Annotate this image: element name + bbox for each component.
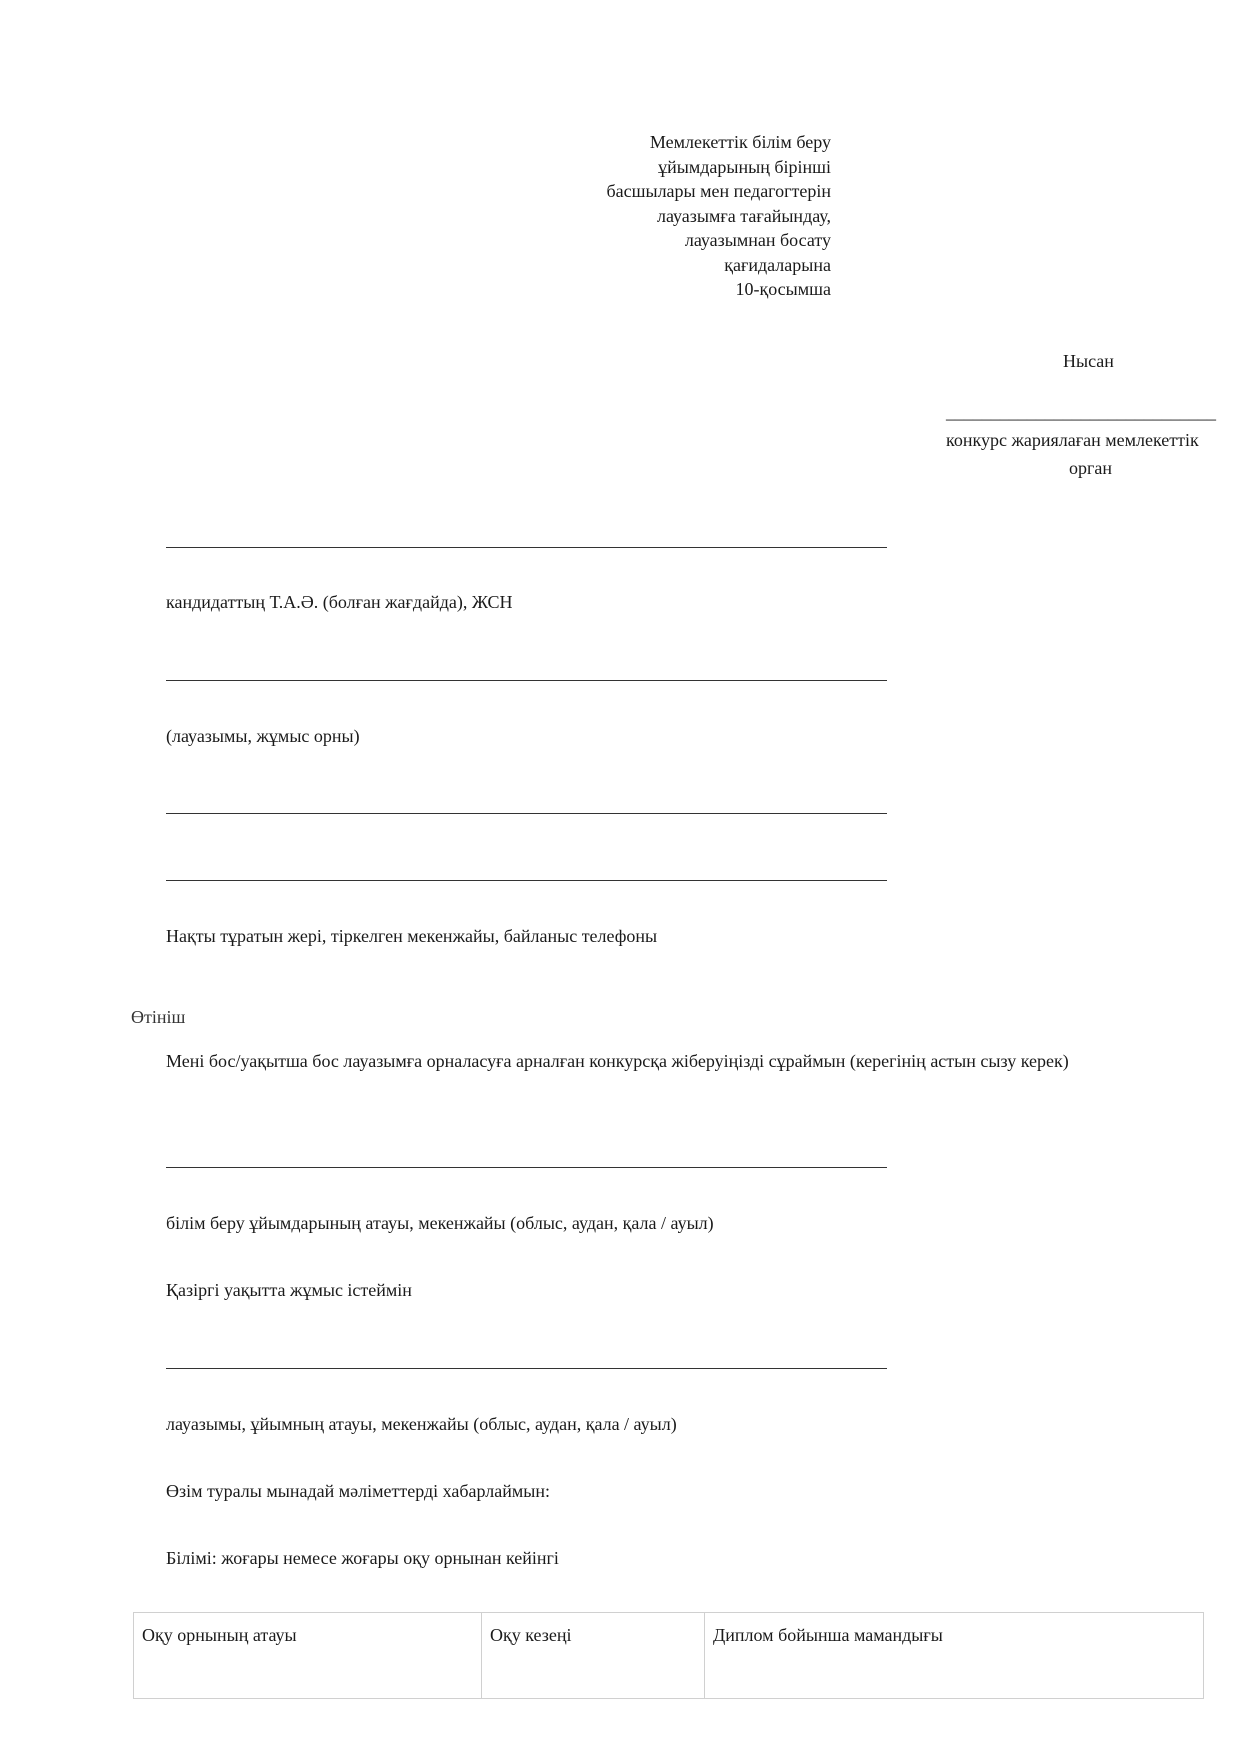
currently-working-label: Қазіргі уақытта жұмыс істеймін xyxy=(166,1280,412,1300)
appendix-line: 10-қосымша xyxy=(735,279,831,299)
current-job-line[interactable] xyxy=(166,1368,887,1369)
candidate-name-line[interactable] xyxy=(166,547,887,548)
position-line[interactable] xyxy=(166,680,887,681)
address-line-2[interactable] xyxy=(166,880,887,881)
education-table xyxy=(133,1612,1204,1699)
recipient-line: ______________________________ xyxy=(946,402,1216,422)
recipient-block xyxy=(946,398,1216,478)
appendix-line: ұйымдарының бірінші xyxy=(658,156,831,177)
appendix-line: лауазымнан босату xyxy=(684,230,831,250)
address-caption: Нақты тұратын жері, тіркелген мекенжайы, байланыс телефоны xyxy=(166,926,658,946)
organisation-caption: білім беру ұйымдарының атауы, мекенжайы (облыс, аудан, қала / ауыл) xyxy=(166,1213,714,1233)
current-job-caption: лауазымы, ұйымның атауы, мекенжайы (облыс, аудан, қала / ауыл) xyxy=(166,1414,677,1434)
appendix-line: лауазымға тағайындау, xyxy=(656,205,831,226)
position-caption: (лауазымы, жұмыс орны) xyxy=(166,726,360,746)
appendix-line: Мемлекеттік білім беру xyxy=(649,132,831,152)
appendix-line: қағидаларына xyxy=(724,254,831,275)
appendix-line: басшылары мен педагогтерін xyxy=(606,181,831,201)
organisation-line[interactable] xyxy=(166,1167,887,1168)
about-me-label: Өзім туралы мынадай мәліметтерді хабарлаймын: xyxy=(166,1481,551,1501)
candidate-caption: кандидаттың Т.А.Ә. (болған жағдайда), ЖСН xyxy=(166,592,513,612)
recipient-caption: конкурс жариялаған мемлекеттік xyxy=(946,430,1199,450)
form-label: Нысан xyxy=(1063,351,1114,371)
education-label: Білімі: жоғары немесе жоғары оқу орнынан кейінгі xyxy=(166,1548,559,1568)
request-text: Мені бос/уақытша бос лауазымға орналасуға арналған конкурсқа жіберуіңізді сұраймын (керегінің астын сызу керек) xyxy=(166,1051,1069,1071)
table-header-cell: Оқу орнының атауы xyxy=(134,1613,482,1699)
application-heading: Өтініш xyxy=(131,1007,186,1027)
address-line-1[interactable] xyxy=(166,813,887,814)
table-header-cell: Диплом бойынша мамандығы xyxy=(705,1613,1204,1699)
appendix-header xyxy=(606,130,831,302)
table-row xyxy=(134,1613,1204,1699)
recipient-caption-2: орган xyxy=(1069,458,1113,478)
table-header-cell: Оқу кезеңі xyxy=(482,1613,705,1699)
